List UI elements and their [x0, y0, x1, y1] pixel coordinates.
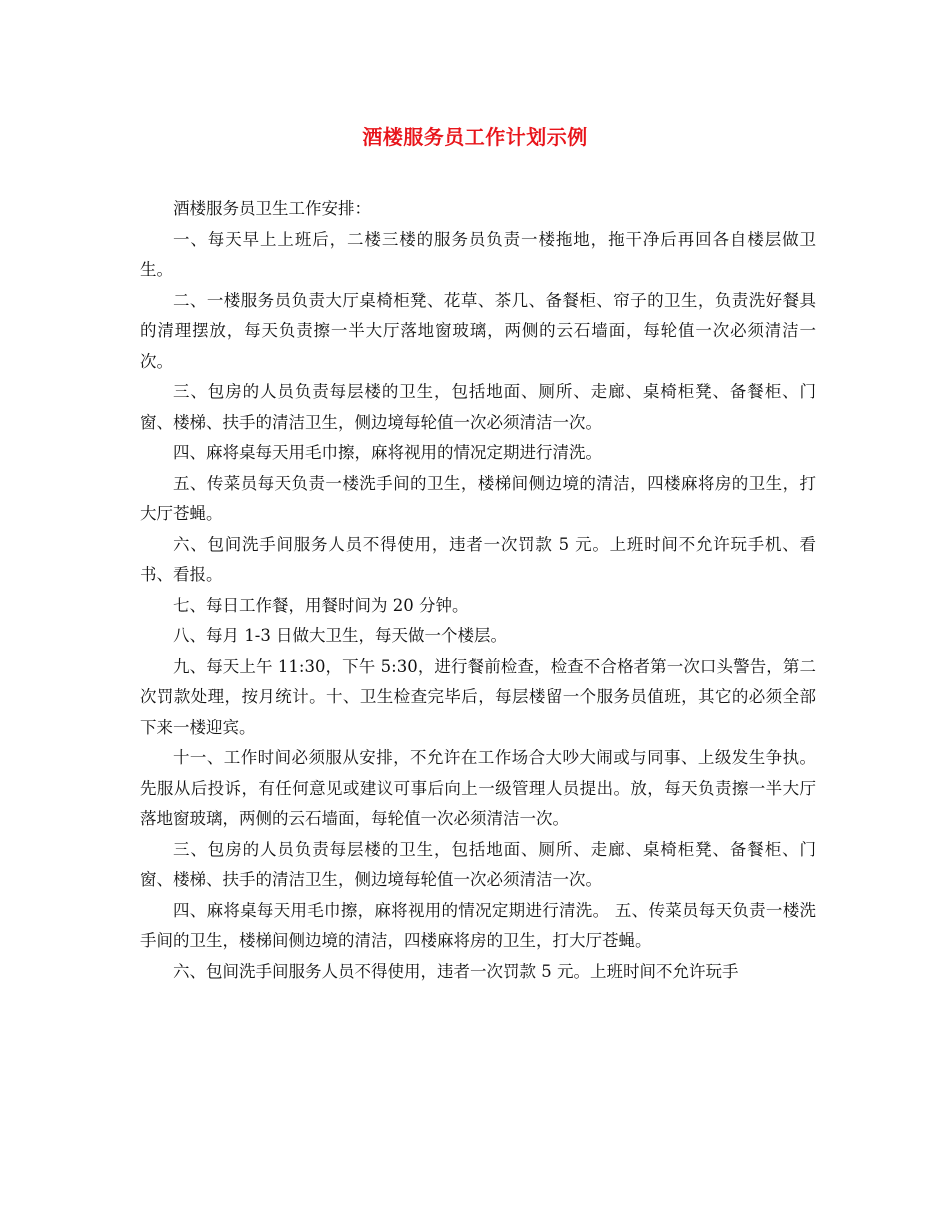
- paragraph: 五、传菜员每天负责一楼洗手间的卫生，楼梯间侧边境的清洁，四楼麻将房的卫生，打大厅苍蝇。: [140, 473, 816, 523]
- document-title: 酒楼服务员工作计划示例: [362, 125, 588, 149]
- document-body: [140, 194, 816, 987]
- paragraph: 六、包间洗手间服务人员不得使用，违者一次罚款 5 元。上班时间不允许玩手: [173, 961, 739, 981]
- paragraph: 九、每天上午 11:30，下午 5:30，进行餐前检查，检查不合格者第一次口头警告，第二次罚款处理，按月统计。十、卫生检查完毕后，每层楼留一个服务员值班，其它的必须全部下来一楼迎宾。: [140, 656, 816, 737]
- paragraph: 十一、工作时间必须服从安排，不允许在工作场合大吵大闹或与同事、上级发生争执。先服从后投诉，有任何意见或建议可事后向上一级管理人员提出。放，每天负责擦一半大厅落地窗玻璃，两侧的云石墙面，每轮值一次必须清洁一次。: [140, 748, 816, 828]
- paragraph: 一、每天早上上班后，二楼三楼的服务员负责一楼拖地，拖干净后再回各自楼层做卫生。: [140, 229, 816, 279]
- paragraph: 六、包间洗手间服务人员不得使用，违者一次罚款 5 元。上班时间不允许玩手机、看书、看报。: [140, 534, 816, 584]
- paragraph: 八、每月 1-3 日做大卫生，每天做一个楼层。: [173, 626, 508, 645]
- paragraph: 二、一楼服务员负责大厅桌椅柜凳、花草、茶几、备餐柜、帘子的卫生，负责洗好餐具的清理摆放，每天负责擦一半大厅落地窗玻璃，两侧的云石墙面，每轮值一次必须清洁一次。: [140, 290, 816, 371]
- paragraph: 四、麻将桌每天用毛巾擦，麻将视用的情况定期进行清洗。: [173, 443, 602, 462]
- paragraph: 三、包房的人员负责每层楼的卫生，包括地面、厕所、走廊、桌椅柜凳、备餐柜、门窗、楼梯、扶手的清洁卫生，侧边境每轮值一次必须清洁一次。: [140, 839, 816, 889]
- paragraph: 七、每日工作餐，用餐时间为 20 分钟。: [173, 595, 469, 615]
- paragraph: 三、包房的人员负责每层楼的卫生，包括地面、厕所、走廊、桌椅柜凳、备餐柜、门窗、楼梯、扶手的清洁卫生，侧边境每轮值一次必须清洁一次。: [140, 382, 816, 432]
- paragraph-intro: 酒楼服务员卫生工作安排：: [173, 199, 371, 218]
- paragraph: 四、麻将桌每天用毛巾擦，麻将视用的情况定期进行清洗。 五、传菜员每天负责一楼洗手间的卫生，楼梯间侧边境的清洁，四楼麻将房的卫生，打大厅苍蝇。: [140, 900, 816, 950]
